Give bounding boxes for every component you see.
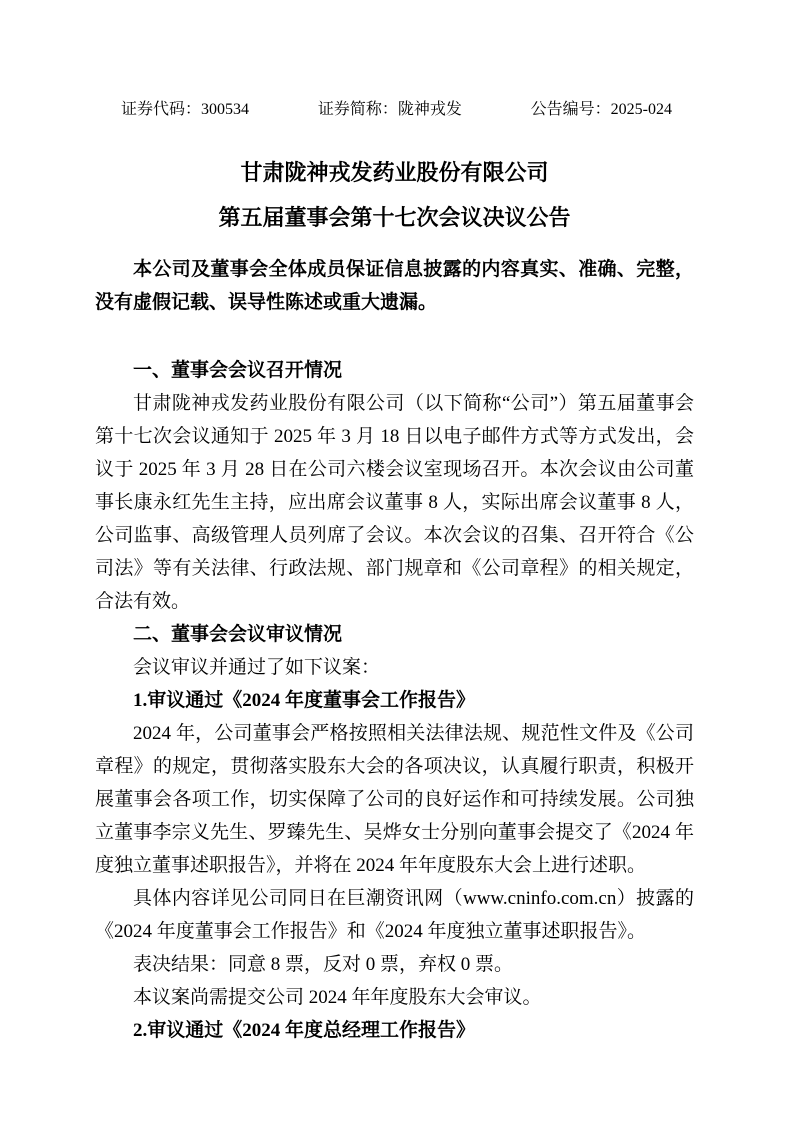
document-header [95,100,694,120]
meeting-section-paragraph: 甘肃陇神戎发药业股份有限公司（以下简称“公司”）第五届董事会第十七次会议通知于 2025 年 3 月 18 日以电子邮件方式等方式发出，会议于 2025 年 3 月 28 日在公司六楼会议室现场召开。本次会议由公司董事长康永红先生主持，应出席会议董事 8 人，实际出席会议董事 8 人，公司监事、高级管理人员列席了会议。本次会议的召集、召开符合《公司法》等有关法律、行政法规、部门规章和《公司章程》的相关规定，合法有效。 [95,393,694,612]
declaration-statement: 本公司及董事会全体成员保证信息披露的内容真实、准确、完整，没有虚假记载、误导性陈述或重大遗漏。 [95,259,694,313]
item1-heading: 1.审议通过《2024 年度董事会工作报告》 [133,690,476,711]
item1-vote-result: 表决结果：同意 8 票，反对 0 票，弃权 0 票。 [133,954,514,975]
meeting-section-heading: 一、董事会会议召开情况 [133,360,343,381]
item1-disclosure-paragraph: 具体内容详见公司同日在巨潮资讯网（www.cninfo.com.cn）披露的《2024 年度董事会工作报告》和《2024 年度独立董事述职报告》。 [95,888,694,942]
announcement-number: 公告编号：2025-024 [530,101,672,118]
review-section-heading: 二、董事会会议审议情况 [133,624,343,645]
item2-heading: 2.审议通过《2024 年度总经理工作报告》 [133,1020,476,1041]
item1-body-paragraph: 2024 年，公司董事会严格按照相关法律法规、规范性文件及《公司章程》的规定，贯彻落实股东大会的各项决议，认真履行职责，积极开展董事会各项工作，切实保障了公司的良好运作和可持续发展。公司独立董事李宗义先生、罗臻先生、吴烨女士分别向董事会提交了《2024 年度独立董事述职报告》，并将在 2024 年年度股东大会上进行述职。 [95,723,694,876]
item1-submission-note: 本议案尚需提交公司 2024 年年度股东大会审议。 [133,987,542,1008]
stock-short-name: 证券简称：陇神戎发 [317,101,462,118]
announcement-title: 第五届董事会第十七次会议决议公告 [218,205,571,230]
company-name-title: 甘肃陇神戎发药业股份有限公司 [240,160,549,185]
review-section-intro: 会议审议并通过了如下议案： [133,657,381,678]
stock-code: 证券代码：300534 [121,101,250,118]
